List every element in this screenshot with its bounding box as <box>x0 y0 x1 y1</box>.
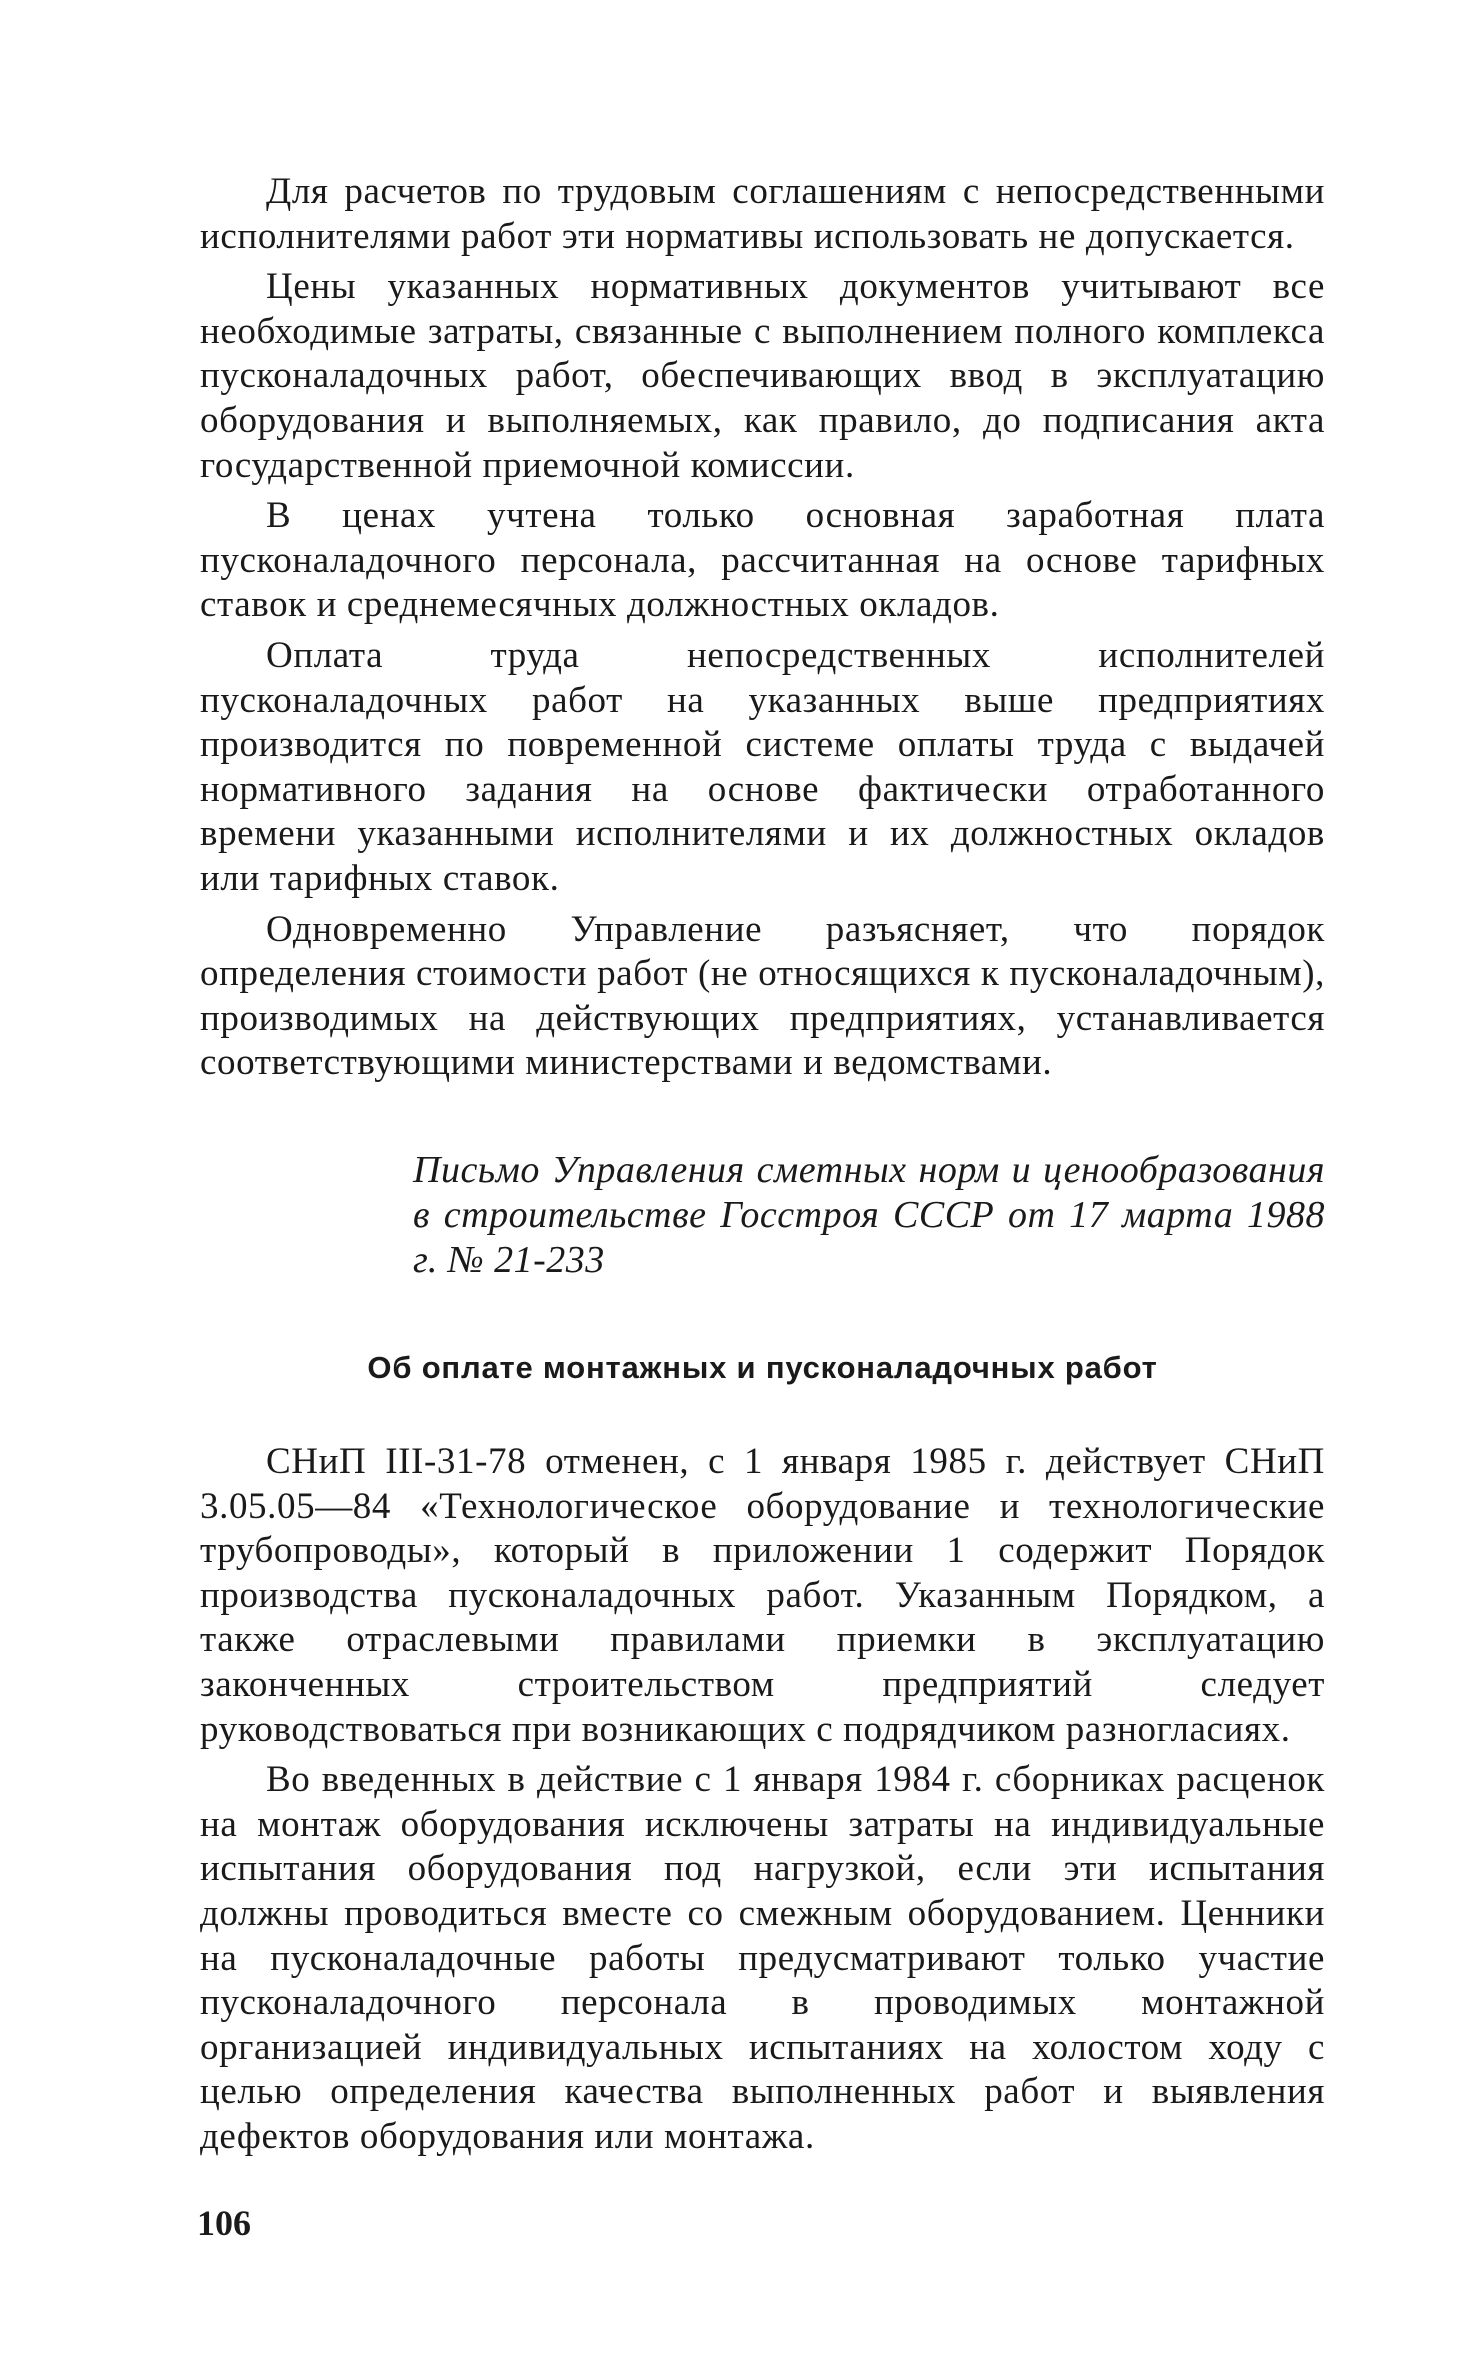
section-2-body <box>200 1440 1325 2160</box>
paragraph-2: Цены указанных нормативных документов учитывают все необходимые затраты, связанные с выполнением полного комплекса пусконаладочных работ, обеспечивающих ввод в эксплуатацию оборудования и выполняемых, как правило, до подписания акта государственной приемочной комиссии. <box>200 266 1325 486</box>
paragraph-1: Для расчетов по трудовым соглашениям с непосредственными исполнителями работ эти нормативы использовать не допускается. <box>200 171 1325 257</box>
paragraph-7: Во введенных в действие с 1 января 1984 г. сборниках расценок на монтаж оборудования исключены затраты на индивидуальные испытания оборудования под нагрузкой, если эти испытания должны проводиться вместе со смежным оборудованием. Ценники на пусконаладочные работы предусматривают только участие пусконаладочного персонала в проводимых монтажной организацией индивидуальных испытаниях на холостом ходу с целью определения качества выполненных работ и выявления дефектов оборудования или монтажа. <box>200 1759 1325 2157</box>
paragraph-3: В ценах учтена только основная заработная плата пусконаладочного персонала, рассчитанная на основе тарифных ставок и среднемесячных должностных окладов. <box>200 495 1325 626</box>
paragraph-6: СНиП III-31-78 отменен, с 1 января 1985 г. действует СНиП 3.05.05—84 «Технологическое оборудование и технологические трубопроводы», который в приложении 1 содержит Порядок производства пусконаладочных работ. Указанным Порядком, а также отраслевыми правилами приемки в эксплуатацию законченных строительством предприятий следует руководствоваться при возникающих с подрядчиком разногласиях. <box>200 1441 1325 1750</box>
letter-signature: Письмо Управления сметных норм и ценообразования в строительстве Госстроя СССР от 17 марта 1988 г. № 21-233 <box>413 1149 1325 1281</box>
section-heading: Об оплате монтажных и пусконаладочных работ <box>367 1350 1158 1385</box>
paragraph-5: Одновременно Управление разъясняет, что порядок определения стоимости работ (не относящихся к пусконаладочным), производимых на действующих предприятиях, устанавливается соответствующими министерствами и ведомствами. <box>200 908 1325 1084</box>
page-number: 106 <box>197 2203 251 2243</box>
paragraph-4: Оплата труда непосредственных исполнителей пусконаладочных работ на указанных выше предприятиях производится по повременной системе оплаты труда с выдачей нормативного задания на основе фактически отработанного времени указанными исполнителями и их должностных окладов или тарифных ставок. <box>200 634 1325 899</box>
section-1-body <box>200 170 1325 1086</box>
